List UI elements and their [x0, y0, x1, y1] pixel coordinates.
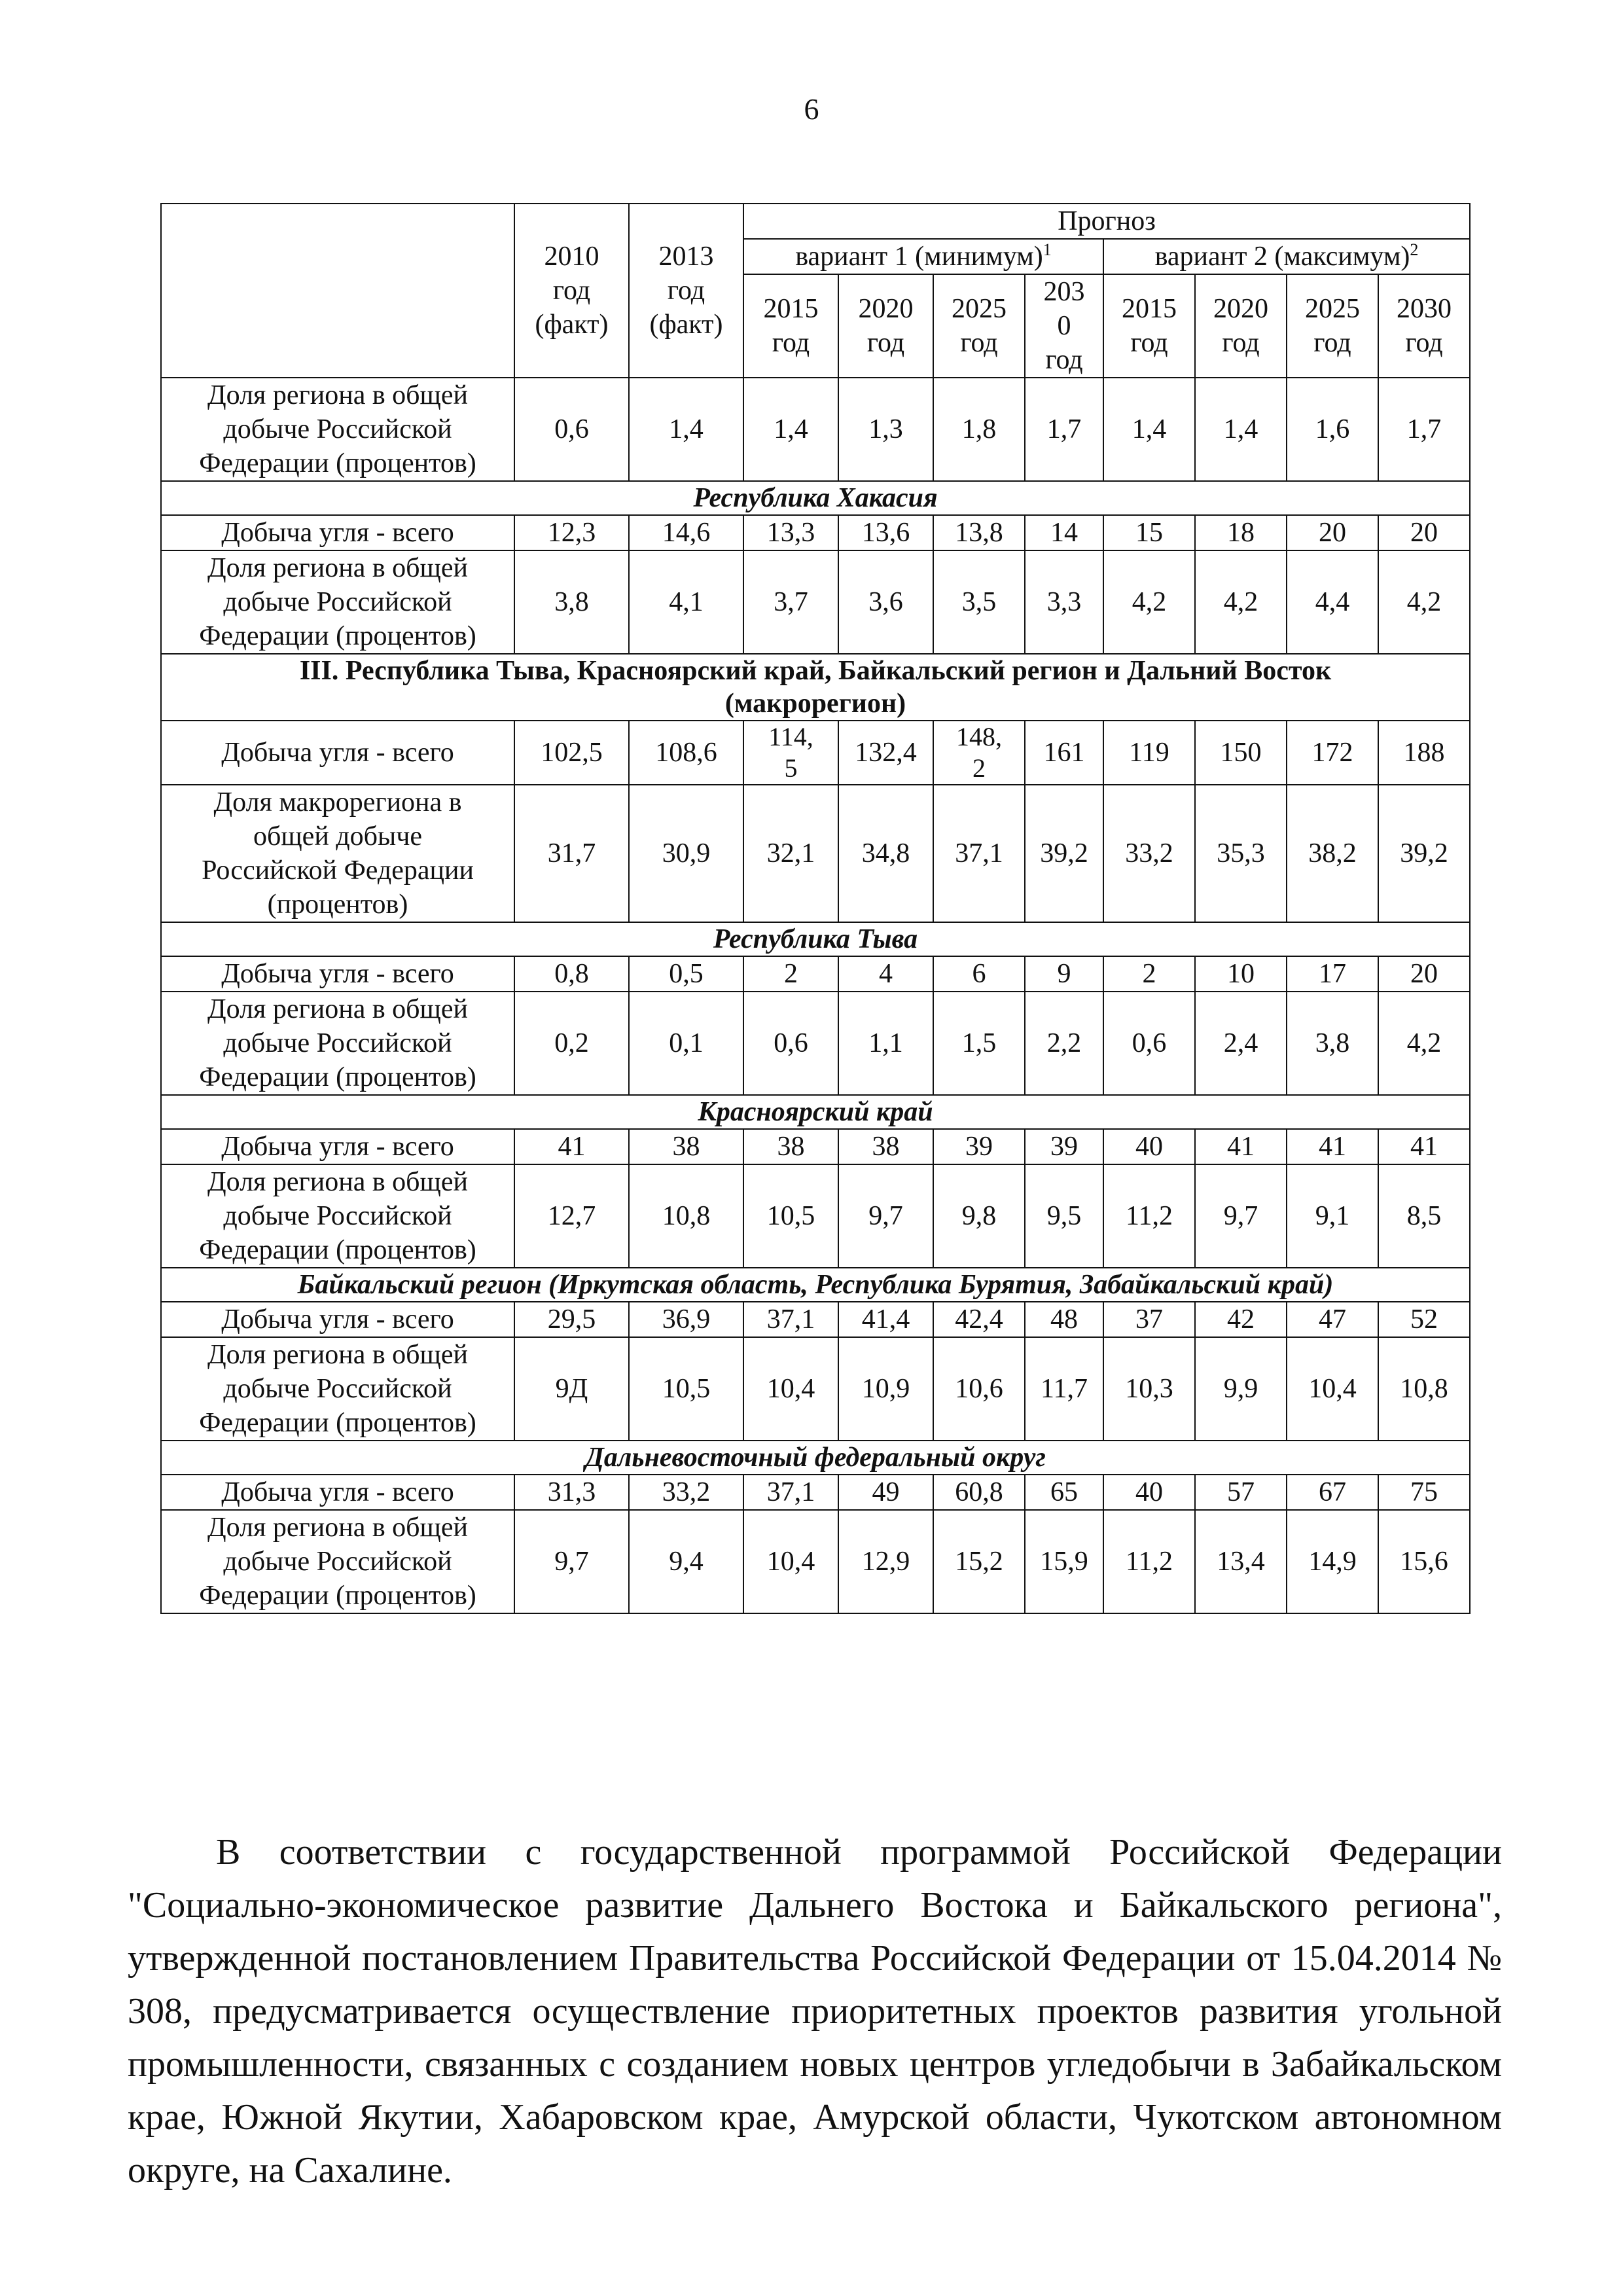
value-cell: 11,2: [1103, 1164, 1195, 1268]
value-cell: 39: [933, 1129, 1025, 1164]
value-cell: 10,3: [1103, 1337, 1195, 1441]
production-row: [161, 1302, 1470, 1337]
value-cell: 33,2: [629, 1475, 743, 1510]
value-cell: 4,2: [1103, 550, 1195, 654]
value-cell: 10,4: [1287, 1337, 1378, 1441]
value-cell: 32,1: [743, 785, 838, 922]
header-variant-1: вариант 1 (минимум)$^1$: [743, 239, 1103, 274]
production-row: [161, 515, 1470, 550]
value-cell: 9: [1025, 956, 1103, 992]
value-cell: 38: [629, 1129, 743, 1164]
value-cell: 114, 5: [743, 721, 838, 785]
value-cell: 38: [838, 1129, 933, 1164]
value-cell: 4: [838, 956, 933, 992]
section-title: Республика Тыва: [161, 922, 1470, 956]
value-cell: 10,9: [838, 1337, 933, 1441]
value-cell: 38: [743, 1129, 838, 1164]
value-cell: 4,2: [1378, 550, 1470, 654]
header-forecast: Прогноз: [743, 204, 1470, 239]
header-variant-2: вариант 2 (максимум)$^2$: [1103, 239, 1470, 274]
value-cell: 148, 2: [933, 721, 1025, 785]
value-cell: 34,8: [838, 785, 933, 922]
share-row: [161, 1510, 1470, 1613]
value-cell: 4,2: [1378, 992, 1470, 1095]
header-year-cell: 2020 год: [1195, 274, 1287, 378]
value-cell: 39,2: [1378, 785, 1470, 922]
value-cell: 15: [1103, 515, 1195, 550]
section-header-row: [161, 922, 1470, 956]
value-cell: 3,8: [514, 550, 629, 654]
value-cell: 4,2: [1195, 550, 1287, 654]
value-cell: 41,4: [838, 1302, 933, 1337]
value-cell: 15,2: [933, 1510, 1025, 1613]
share-row: [161, 785, 1470, 922]
value-cell: 20: [1378, 515, 1470, 550]
value-cell: 11,2: [1103, 1510, 1195, 1613]
value-cell: 3,7: [743, 550, 838, 654]
value-cell: 67: [1287, 1475, 1378, 1510]
value-cell: 9,8: [933, 1164, 1025, 1268]
share-row: [161, 992, 1470, 1095]
value-cell: 1,7: [1378, 378, 1470, 481]
value-cell: 3,3: [1025, 550, 1103, 654]
value-cell: 1,4: [1103, 378, 1195, 481]
value-cell: 1,4: [629, 378, 743, 481]
production-row: [161, 1475, 1470, 1510]
production-row: [161, 721, 1470, 785]
value-cell: 35,3: [1195, 785, 1287, 922]
value-cell: 1,4: [743, 378, 838, 481]
share-row: [161, 1337, 1470, 1441]
value-cell: 49: [838, 1475, 933, 1510]
value-cell: 9Д: [514, 1337, 629, 1441]
header-row-1: [161, 204, 1470, 239]
table-body: [161, 204, 1470, 1613]
row-label: Добыча угля - всего: [161, 721, 514, 785]
value-cell: 108,6: [629, 721, 743, 785]
header-year-cell: 2030 год: [1378, 274, 1470, 378]
value-cell: 119: [1103, 721, 1195, 785]
share-row: [161, 378, 1470, 481]
value-cell: 1,6: [1287, 378, 1378, 481]
row-label: Доля региона в общей добыче Российской Федерации (процентов): [161, 992, 514, 1095]
value-cell: 3,8: [1287, 992, 1378, 1095]
value-cell: 2,2: [1025, 992, 1103, 1095]
value-cell: 20: [1378, 956, 1470, 992]
header-year-cell: 2015 год: [1103, 274, 1195, 378]
value-cell: 172: [1287, 721, 1378, 785]
header-year-cell: 203 0 год: [1025, 274, 1103, 378]
value-cell: 41: [1195, 1129, 1287, 1164]
body-paragraph: В соответствии с государственной программой Российской Федерации "Социально-экономическое развитие Дальнего Востока и Байкальского региона", утвержденной постановлением Правительства Российской Федерации от 15.04.2014 № 308, предусматривается осуществление приоритетных проектов развития угольной промышленности, связанных с созданием новых центров угледобычи в Забайкальском крае, Южной Якутии, Хабаровском крае, Амурской области, Чукотском автономном округе, на Сахалине.: [128, 1832, 1502, 2191]
value-cell: 3,5: [933, 550, 1025, 654]
value-cell: 4,1: [629, 550, 743, 654]
value-cell: 37: [1103, 1302, 1195, 1337]
header-2013: 2013 год (факт): [629, 204, 743, 378]
row-label: Добыча угля - всего: [161, 956, 514, 992]
production-row: [161, 1129, 1470, 1164]
value-cell: 15,9: [1025, 1510, 1103, 1613]
value-cell: 9,9: [1195, 1337, 1287, 1441]
header-year-cell: 2025 год: [933, 274, 1025, 378]
value-cell: 10,4: [743, 1510, 838, 1613]
row-label: Доля региона в общей добыче Российской Федерации (процентов): [161, 1510, 514, 1613]
value-cell: 8,5: [1378, 1164, 1470, 1268]
value-cell: 1,5: [933, 992, 1025, 1095]
section-header-row: [161, 481, 1470, 515]
value-cell: 37,1: [743, 1302, 838, 1337]
value-cell: 10,8: [1378, 1337, 1470, 1441]
value-cell: 75: [1378, 1475, 1470, 1510]
value-cell: 37,1: [743, 1475, 838, 1510]
row-label: Добыча угля - всего: [161, 1302, 514, 1337]
row-label: Добыча угля - всего: [161, 515, 514, 550]
value-cell: 18: [1195, 515, 1287, 550]
value-cell: 10: [1195, 956, 1287, 992]
value-cell: 6: [933, 956, 1025, 992]
row-label: Доля региона в общей добыче Российской Федерации (процентов): [161, 1337, 514, 1441]
value-cell: 29,5: [514, 1302, 629, 1337]
section-title: III. Республика Тыва, Красноярский край, Байкальский регион и Дальний Восток (макрорегион): [161, 654, 1470, 721]
header-year-cell: 2020 год: [838, 274, 933, 378]
value-cell: 42,4: [933, 1302, 1025, 1337]
share-row: [161, 550, 1470, 654]
value-cell: 0,8: [514, 956, 629, 992]
value-cell: 12,9: [838, 1510, 933, 1613]
header-2010: 2010 год (факт): [514, 204, 629, 378]
value-cell: 9,4: [629, 1510, 743, 1613]
value-cell: 2,4: [1195, 992, 1287, 1095]
value-cell: 12,7: [514, 1164, 629, 1268]
value-cell: 9,5: [1025, 1164, 1103, 1268]
value-cell: 17: [1287, 956, 1378, 992]
section-title: Байкальский регион (Иркутская область, Республика Бурятия, Забайкальский край): [161, 1268, 1470, 1302]
value-cell: 31,3: [514, 1475, 629, 1510]
value-cell: 2: [743, 956, 838, 992]
value-cell: 13,3: [743, 515, 838, 550]
row-label: Доля региона в общей добыче Российской Федерации (процентов): [161, 378, 514, 481]
value-cell: 9,7: [838, 1164, 933, 1268]
value-cell: 10,5: [629, 1337, 743, 1441]
value-cell: 1,3: [838, 378, 933, 481]
coal-production-table: [160, 203, 1471, 1614]
value-cell: 10,4: [743, 1337, 838, 1441]
value-cell: 31,7: [514, 785, 629, 922]
value-cell: 10,8: [629, 1164, 743, 1268]
value-cell: 1,7: [1025, 378, 1103, 481]
value-cell: 41: [514, 1129, 629, 1164]
value-cell: 13,6: [838, 515, 933, 550]
value-cell: 161: [1025, 721, 1103, 785]
value-cell: 0,1: [629, 992, 743, 1095]
section-title: Дальневосточный федеральный округ: [161, 1441, 1470, 1475]
value-cell: 39: [1025, 1129, 1103, 1164]
section-header-row: [161, 1268, 1470, 1302]
header-year-cell: 2025 год: [1287, 274, 1378, 378]
section-header-row: [161, 654, 1470, 721]
value-cell: 48: [1025, 1302, 1103, 1337]
value-cell: 15,6: [1378, 1510, 1470, 1613]
section-title: Красноярский край: [161, 1095, 1470, 1129]
value-cell: 20: [1287, 515, 1378, 550]
value-cell: 65: [1025, 1475, 1103, 1510]
section-title: Республика Хакасия: [161, 481, 1470, 515]
value-cell: 9,7: [514, 1510, 629, 1613]
value-cell: 3,6: [838, 550, 933, 654]
value-cell: 188: [1378, 721, 1470, 785]
value-cell: 2: [1103, 956, 1195, 992]
row-label: Добыча угля - всего: [161, 1129, 514, 1164]
header-empty: [161, 204, 514, 378]
value-cell: 9,1: [1287, 1164, 1378, 1268]
section-header-row: [161, 1441, 1470, 1475]
value-cell: 47: [1287, 1302, 1378, 1337]
value-cell: 150: [1195, 721, 1287, 785]
share-row: [161, 1164, 1470, 1268]
section-header-row: [161, 1095, 1470, 1129]
value-cell: 10,5: [743, 1164, 838, 1268]
value-cell: 38,2: [1287, 785, 1378, 922]
row-label: Доля региона в общей добыче Российской Федерации (процентов): [161, 550, 514, 654]
value-cell: 13,4: [1195, 1510, 1287, 1613]
value-cell: 0,6: [1103, 992, 1195, 1095]
value-cell: 12,3: [514, 515, 629, 550]
value-cell: 11,7: [1025, 1337, 1103, 1441]
value-cell: 14: [1025, 515, 1103, 550]
value-cell: 57: [1195, 1475, 1287, 1510]
value-cell: 14,6: [629, 515, 743, 550]
value-cell: 102,5: [514, 721, 629, 785]
value-cell: 40: [1103, 1129, 1195, 1164]
value-cell: 0,2: [514, 992, 629, 1095]
value-cell: 13,8: [933, 515, 1025, 550]
row-label: Добыча угля - всего: [161, 1475, 514, 1510]
value-cell: 4,4: [1287, 550, 1378, 654]
value-cell: 1,8: [933, 378, 1025, 481]
value-cell: 0,6: [743, 992, 838, 1095]
value-cell: 52: [1378, 1302, 1470, 1337]
value-cell: 9,7: [1195, 1164, 1287, 1268]
value-cell: 1,1: [838, 992, 933, 1095]
value-cell: 39,2: [1025, 785, 1103, 922]
row-label: Доля региона в общей добыче Российской Федерации (процентов): [161, 1164, 514, 1268]
value-cell: 0,6: [514, 378, 629, 481]
value-cell: 41: [1378, 1129, 1470, 1164]
value-cell: 42: [1195, 1302, 1287, 1337]
value-cell: 14,9: [1287, 1510, 1378, 1613]
value-cell: 41: [1287, 1129, 1378, 1164]
value-cell: 1,4: [1195, 378, 1287, 481]
value-cell: 37,1: [933, 785, 1025, 922]
value-cell: 33,2: [1103, 785, 1195, 922]
production-row: [161, 956, 1470, 992]
value-cell: 132,4: [838, 721, 933, 785]
value-cell: 40: [1103, 1475, 1195, 1510]
header-year-cell: 2015 год: [743, 274, 838, 378]
value-cell: 30,9: [629, 785, 743, 922]
value-cell: 10,6: [933, 1337, 1025, 1441]
page-number: 6: [804, 92, 819, 126]
row-label: Доля макрорегиона в общей добыче Российской Федерации (процентов): [161, 785, 514, 922]
value-cell: 0,5: [629, 956, 743, 992]
value-cell: 36,9: [629, 1302, 743, 1337]
value-cell: 60,8: [933, 1475, 1025, 1510]
